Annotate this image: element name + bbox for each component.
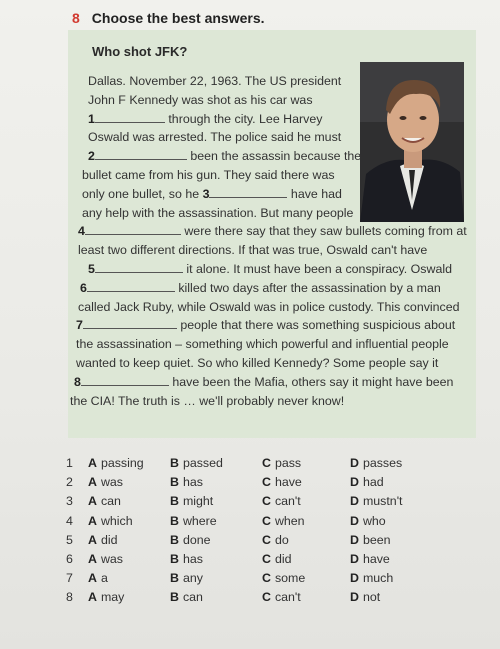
option-number: 3 bbox=[66, 494, 73, 509]
option-text: can't bbox=[274, 494, 301, 509]
option-a[interactable] bbox=[88, 533, 118, 547]
option-text: was bbox=[100, 552, 123, 566]
option-b[interactable] bbox=[170, 533, 211, 547]
article-line bbox=[78, 241, 427, 259]
option-text: a bbox=[100, 571, 108, 586]
article-line bbox=[76, 335, 449, 353]
article-line bbox=[88, 110, 322, 128]
option-letter: C bbox=[262, 494, 271, 509]
article-text: people that there was something suspicious about bbox=[180, 318, 456, 333]
option-a[interactable] bbox=[88, 552, 123, 566]
exercise-instruction: Choose the best answers. bbox=[91, 10, 265, 26]
option-b[interactable] bbox=[170, 590, 203, 604]
option-text: any bbox=[182, 571, 203, 586]
option-a[interactable] bbox=[88, 514, 133, 528]
option-letter: C bbox=[262, 571, 271, 586]
option-letter: C bbox=[262, 552, 271, 566]
article-text: it alone. It must have been a conspiracy. Oswald bbox=[186, 262, 452, 276]
article-line bbox=[76, 316, 455, 334]
option-letter: A bbox=[88, 552, 97, 566]
option-b[interactable] bbox=[170, 514, 217, 528]
option-text: might bbox=[182, 494, 214, 509]
article-title: Who shot JFK? bbox=[92, 44, 188, 59]
article-text: were there say that they saw bullets coming from at bbox=[184, 224, 467, 239]
option-c[interactable] bbox=[262, 571, 305, 585]
option-letter: B bbox=[170, 513, 179, 528]
option-letter: B bbox=[170, 456, 179, 470]
option-a[interactable] bbox=[88, 456, 144, 470]
option-number: 6 bbox=[66, 552, 73, 566]
option-number: 1 bbox=[66, 456, 73, 470]
article-line bbox=[82, 166, 335, 184]
article-text: have been the Mafia, others say it might have been bbox=[172, 374, 454, 389]
option-b[interactable] bbox=[170, 494, 213, 508]
gap-number: 6 bbox=[80, 280, 87, 295]
exercise-number: 8 bbox=[72, 10, 80, 26]
option-number: 4 bbox=[66, 513, 73, 528]
article-text: the CIA! The truth is … we'll probably never know! bbox=[70, 393, 345, 408]
gap-number: 2 bbox=[88, 149, 95, 164]
article-line bbox=[88, 147, 361, 165]
option-text: done bbox=[182, 532, 211, 547]
option-letter: D bbox=[350, 513, 359, 528]
option-d[interactable] bbox=[350, 552, 390, 566]
option-letter: C bbox=[262, 532, 271, 547]
option-letter: A bbox=[88, 571, 97, 586]
option-letter: C bbox=[262, 475, 271, 490]
option-a[interactable] bbox=[88, 590, 124, 604]
option-letter: A bbox=[88, 494, 97, 509]
answer-blank[interactable] bbox=[95, 110, 165, 123]
option-text: who bbox=[362, 513, 386, 528]
option-letter: D bbox=[350, 590, 359, 605]
answer-blank[interactable] bbox=[87, 279, 175, 292]
option-letter: A bbox=[88, 513, 97, 528]
option-text: have bbox=[274, 475, 302, 490]
article-text: Dallas. November 22, 1963. The US president bbox=[88, 74, 342, 88]
option-letter: C bbox=[262, 513, 271, 528]
article-line bbox=[88, 91, 313, 109]
option-c[interactable] bbox=[262, 494, 301, 508]
option-letter: C bbox=[262, 456, 271, 470]
article-line bbox=[78, 222, 467, 240]
option-letter: A bbox=[88, 475, 97, 490]
option-text: when bbox=[274, 513, 305, 528]
option-letter: D bbox=[350, 494, 359, 509]
option-number: 2 bbox=[66, 475, 73, 490]
option-letter: A bbox=[88, 456, 97, 470]
option-letter: B bbox=[170, 552, 179, 566]
article-text: wanted to keep quiet. So who killed Kennedy? Some people say it bbox=[76, 356, 439, 370]
option-text: not bbox=[362, 590, 381, 605]
gap-number: 8 bbox=[74, 374, 81, 389]
option-letter: D bbox=[350, 571, 359, 586]
answer-blank[interactable] bbox=[85, 222, 181, 235]
option-b[interactable] bbox=[170, 571, 203, 585]
article-line bbox=[88, 260, 452, 278]
article-line bbox=[88, 72, 341, 90]
option-letter: C bbox=[262, 590, 271, 605]
option-a[interactable] bbox=[88, 571, 108, 585]
article-text: called Jack Ruby, while Oswald was in police custody. This convinced bbox=[78, 299, 460, 314]
option-text: can bbox=[100, 494, 121, 509]
option-c[interactable] bbox=[262, 456, 301, 470]
article-line bbox=[78, 298, 460, 316]
option-d[interactable] bbox=[350, 494, 403, 508]
article-text: only one bullet, so he bbox=[82, 186, 203, 201]
article-text: bullet came from his gun. They said there was bbox=[82, 168, 335, 182]
option-d[interactable] bbox=[350, 571, 393, 585]
option-d[interactable] bbox=[350, 533, 391, 547]
option-a[interactable] bbox=[88, 494, 121, 508]
option-text: been bbox=[362, 532, 391, 547]
option-letter: B bbox=[170, 532, 179, 547]
option-d[interactable] bbox=[350, 456, 402, 470]
option-text: had bbox=[362, 475, 384, 490]
answer-blank[interactable] bbox=[83, 316, 177, 329]
option-b[interactable] bbox=[170, 552, 203, 566]
gap-number: 3 bbox=[202, 186, 210, 201]
option-c[interactable] bbox=[262, 552, 292, 566]
option-d[interactable] bbox=[350, 475, 384, 489]
article-line bbox=[80, 279, 441, 297]
option-text: can't bbox=[274, 590, 301, 605]
answer-blank[interactable] bbox=[209, 185, 287, 198]
article-text: John F Kennedy was shot as his car was bbox=[88, 92, 313, 107]
option-text: did bbox=[274, 552, 292, 566]
option-b[interactable] bbox=[170, 456, 223, 470]
gap-number: 5 bbox=[88, 262, 95, 276]
option-text: passing bbox=[100, 456, 144, 470]
answer-blank[interactable] bbox=[81, 373, 169, 386]
option-text: much bbox=[362, 571, 394, 586]
gap-number: 7 bbox=[76, 318, 83, 333]
option-number: 7 bbox=[66, 571, 73, 586]
option-b[interactable] bbox=[170, 475, 203, 489]
article-text: killed two days after the assassination by a man bbox=[178, 280, 441, 295]
article-text: been the assassin because the bbox=[190, 149, 362, 164]
article-line bbox=[82, 185, 342, 203]
gap-number: 1 bbox=[88, 111, 95, 126]
option-text: has bbox=[182, 475, 203, 490]
option-letter: B bbox=[170, 571, 179, 586]
option-text: did bbox=[100, 532, 118, 547]
option-letter: B bbox=[170, 494, 179, 509]
option-letter: D bbox=[350, 552, 359, 566]
exercise-heading bbox=[72, 10, 265, 26]
article-line bbox=[74, 373, 453, 391]
option-text: some bbox=[274, 571, 306, 586]
option-letter: B bbox=[170, 590, 179, 605]
option-text: was bbox=[100, 475, 123, 490]
answer-blank[interactable] bbox=[95, 147, 187, 160]
option-text: can bbox=[182, 590, 203, 605]
option-c[interactable] bbox=[262, 533, 289, 547]
option-text: mustn't bbox=[362, 494, 403, 509]
option-c[interactable] bbox=[262, 514, 305, 528]
article-line bbox=[82, 204, 353, 222]
option-d[interactable] bbox=[350, 514, 386, 528]
option-letter: D bbox=[350, 532, 359, 547]
option-number: 8 bbox=[66, 590, 73, 605]
option-text: do bbox=[274, 532, 289, 547]
option-text: where bbox=[182, 513, 217, 528]
article-text: the assassination – something which powerful and influential people bbox=[76, 337, 449, 352]
option-text: pass bbox=[274, 456, 302, 470]
option-number: 5 bbox=[66, 532, 73, 547]
article-line bbox=[70, 392, 344, 410]
option-a[interactable] bbox=[88, 475, 123, 489]
option-d[interactable] bbox=[350, 590, 380, 604]
article-text: any help with the assassination. But many people bbox=[82, 205, 354, 220]
option-letter: D bbox=[350, 475, 359, 490]
article-text: through the city. Lee Harvey bbox=[168, 111, 323, 126]
option-letter: A bbox=[88, 532, 97, 547]
option-c[interactable] bbox=[262, 475, 302, 489]
answer-blank[interactable] bbox=[95, 260, 183, 273]
option-letter: D bbox=[350, 456, 359, 470]
option-letter: B bbox=[170, 475, 179, 490]
option-text: has bbox=[182, 552, 203, 566]
gap-number: 4 bbox=[78, 224, 85, 239]
article-line bbox=[76, 354, 438, 372]
option-letter: A bbox=[88, 590, 97, 605]
option-text: passed bbox=[182, 456, 223, 470]
option-text: may bbox=[100, 590, 125, 605]
option-text: which bbox=[100, 513, 133, 528]
article-text: least two different directions. If that was true, Oswald can't have bbox=[78, 243, 428, 258]
option-text: passes bbox=[362, 456, 403, 470]
article-line bbox=[88, 128, 341, 146]
article-text: Oswald was arrested. The police said he must bbox=[88, 130, 342, 145]
option-c[interactable] bbox=[262, 590, 301, 604]
article-text: have had bbox=[290, 186, 342, 201]
jfk-portrait-photo bbox=[360, 62, 464, 222]
option-text: have bbox=[362, 552, 390, 566]
